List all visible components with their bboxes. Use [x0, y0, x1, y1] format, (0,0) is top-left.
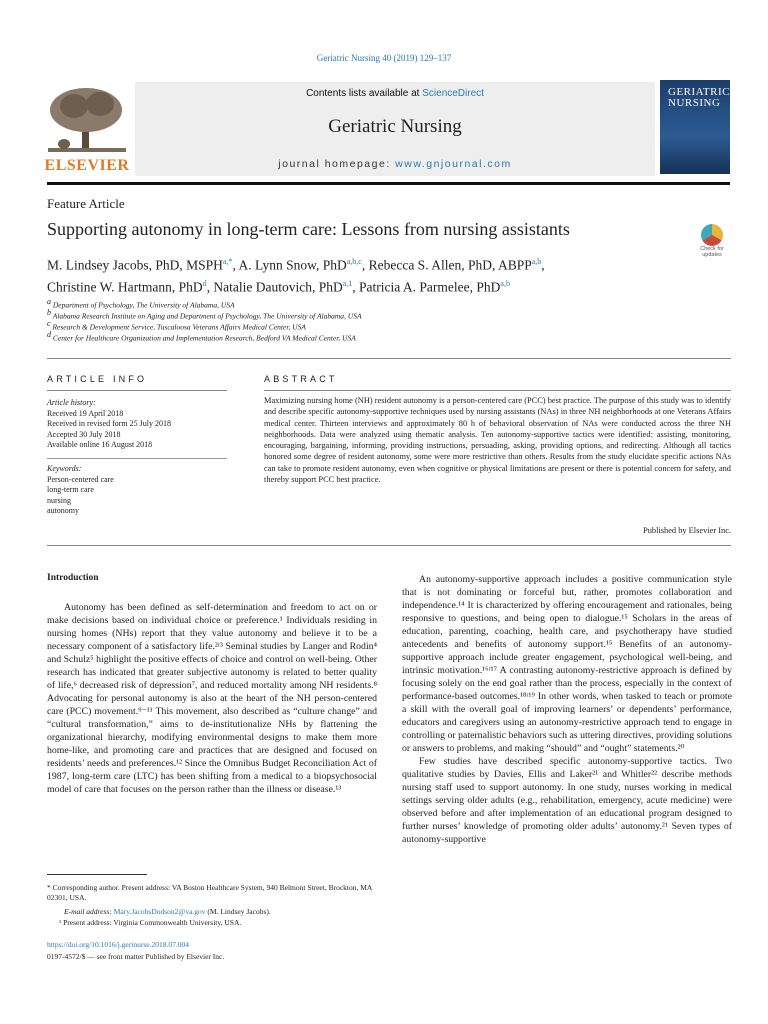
aff-sup: b [47, 308, 51, 317]
publisher-note: Published by Elsevier Inc. [643, 526, 731, 535]
footnote-email [47, 907, 377, 917]
cover-title-2: NURSING [668, 97, 721, 109]
author-3-sup[interactable]: a,b [531, 257, 542, 266]
history-item: Available online 16 August 2018 [47, 440, 153, 450]
history-item: Received 19 April 2018 [47, 408, 124, 418]
header-divider [47, 182, 730, 185]
section-heading-introduction: Introduction [47, 573, 99, 583]
footnote-corresponding: * Corresponding author. Present address: VA Boston Healthcare System, 940 Belmont Street, Brockton, MA 02301, USA. [47, 883, 372, 902]
cover-title-1: GERIATRIC [668, 86, 730, 98]
aff-text: Research & Development Service, Tuscaloosa Veterans Affairs Medical Center, USA [52, 322, 306, 332]
contents-prefix: Contents lists available at [306, 88, 423, 99]
article-info-heading: ARTICLE INFO [47, 374, 148, 384]
paragraph: Few studies have described specific autonomy-supportive tactics. Two qualitative studies by Davies, Ellis and Laker²¹ and Whitler²² describe methods nursing staff used to support autonomy. In one study, nurses working in medical settings serving older adults (e.g., rehabilitation, emergency, acute medicine) were observed before and after implementation of an educational program designed to further nurses’ knowledge of promoting older adults’ autonomy.²¹ Seven types of autonomy-supportive [402, 756, 732, 845]
history-item: Accepted 30 July 2018 [47, 429, 121, 439]
body-column-left [47, 601, 377, 796]
author-1: M. Lindsey Jacobs, PhD, MSPH [47, 257, 223, 273]
email-name: (M. Lindsey Jacobs). [205, 907, 271, 916]
abstract-heading: ABSTRACT [264, 374, 338, 384]
author-4: Christine W. Hartmann, PhD [47, 279, 203, 294]
author-4-sup[interactable]: d [202, 278, 207, 288]
doi-link[interactable]: https://doi.org/10.1016/j.gerinurse.2018.07.004 [47, 940, 189, 949]
article-title: Supporting autonomy in long-term care: Lessons from nursing assistants [47, 219, 570, 239]
info-sub-divider [47, 458, 227, 459]
keyword: long-term care [47, 485, 94, 495]
author-6-sup[interactable]: a,b [500, 278, 510, 288]
aff-sup: a [47, 297, 51, 306]
abstract-bottom-divider [47, 545, 731, 546]
elsevier-tree-logo [44, 84, 130, 156]
keyword: Person-centered care [47, 474, 114, 484]
author-3: , Rebecca S. Allen, PhD, ABPP [361, 257, 532, 273]
paragraph: An autonomy-supportive approach includes a positive communication style that is not dominating or forceful but, rather, promotes collaboration and independence.¹⁴ It is characterized by offering encouragement and rationales, being responsive to questions, and being open to dialogue.¹⁵ Scholars in the areas of education, parenting, coaching, health care, and psychotherapy have studied antecedents and benefits of autonomy support.¹⁵ Benefits of an autonomy-supportive approach include greater engagement, psychological well-being, and intrinsic motivation.¹⁶ʳ¹⁷ A contrasting autonomy-restrictive approach is defined by focusing solely on the end goal rather than the process, especially in the context of performance-based outcomes.¹⁸ʳ¹⁹ In other words, when tasked to teach or promote a skill with the overall goal of improving learners’ or dependents’ performance, educators and caregivers using an autonomy-restrictive approach tend to engage in controlling or paternalistic behaviors such as uttering directives, providing solutions or answers to problems, and making “should” and “ought” statements.²⁰ [402, 574, 732, 754]
contents-line [135, 88, 655, 99]
journal-name: Geriatric Nursing [328, 116, 462, 137]
aff-text: Alabama Research Institute on Aging and Department of Psychology, The University of Alabama, USA [52, 311, 362, 321]
author-5: , Natalie Dautovich, PhD [206, 279, 343, 294]
info-divider [47, 390, 227, 391]
author-sep: , [541, 257, 545, 273]
footnote-present-address: ¹ Present address: Virginia Commonwealth University, USA. [59, 918, 242, 927]
affiliation [47, 330, 356, 343]
homepage-link[interactable]: www.gnjournal.com [395, 158, 512, 170]
author-1-sup[interactable]: a,* [222, 257, 233, 266]
keywords-label: Keywords: [47, 463, 82, 473]
email-label: E-mail address: [64, 907, 114, 916]
author-5-sup[interactable]: a,1 [342, 278, 353, 288]
history-label: Article history: [47, 398, 96, 407]
aff-sup: c [47, 319, 51, 328]
body-column-right [402, 573, 732, 846]
journal-homepage [135, 158, 655, 170]
homepage-prefix: journal homepage: [278, 158, 396, 170]
crossmark-icon[interactable] [701, 224, 723, 246]
elsevier-logo: ELSEVIER [44, 157, 130, 174]
keyword: autonomy [47, 506, 79, 516]
footnote-divider [47, 874, 147, 875]
author-2-sup[interactable]: a,b,c [346, 257, 362, 266]
journal-reference[interactable]: Geriatric Nursing 40 (2019) 129–137 [316, 53, 452, 63]
crossmark-label[interactable]: Check for updates [700, 246, 724, 258]
aff-text: Department of Psychology, The University of Alabama, USA [52, 300, 235, 310]
paragraph: Autonomy has been defined as self-determination and freedom to act on or make decisions based on individual choice or preference.¹ Individuals residing in nursing homes (NHs) report that they value autonomy and believe it to be a necessary component of a satisfactory life.²ʳ³ Seminal studies by Langer and Rodin⁴ and Schulz⁵ highlight the positive effects of choice and control on well-being. Other research has indicated that greater subjective autonomy is related to better quality of life,⁶ decreased risk of depression⁷, and reduced mortality among NH residents.⁸ Advocating for personal autonomy is also at the heart of the NH person-centered care (PCC) movement.⁹⁻¹¹ This movement, also described as “culture change” and “cultural transformation,” aims to de-institutionalize NHs by flattening the organizational hierarchy, modifying environmental designs to make them more home-like, and promoting care and practices that are designed and focused on residents’ needs and preferences.¹² Since the Omnibus Budget Reconciliation Act of 1987, long-term care (LTC) has been shifting from a medical to a biopsychosocial model of care that focuses on the person rather than the illness or disease.¹³ [47, 602, 377, 795]
keyword: nursing [47, 495, 71, 505]
aff-sup: d [47, 330, 51, 339]
author-6: , Patricia A. Parmelee, PhD [352, 279, 501, 294]
author-2: , A. Lynn Snow, PhD [232, 257, 347, 273]
section-divider [47, 358, 731, 359]
article-info [47, 398, 227, 517]
email-link[interactable]: Mary.JacobsDodson2@va.gov [113, 907, 206, 916]
issn-line: 0197-4572/$ — see front matter Published by Elsevier Inc. [47, 952, 225, 961]
aff-text: Center for Healthcare Organization and Implementation Research, Bedford VA Medical Center, USA [52, 333, 356, 343]
author-list [47, 253, 687, 296]
abstract-divider [264, 390, 731, 391]
article-type: Feature Article [47, 196, 125, 211]
sciencedirect-link[interactable]: ScienceDirect [422, 88, 484, 99]
history-item: Received in revised form 25 July 2018 [47, 419, 171, 429]
abstract-text: Maximizing nursing home (NH) resident autonomy is a person-centered care (PCC) best practice. The purpose of this study was to identify and describe specific autonomy-supportive techniques used by nursing assistants (NAs) in three NH neighborhoods at one Veterans Affairs medical center. Thirteen interviews and approximately 80 h of behavioral observation of NAs were conducted across the three NH neighborhoods. Data were analyzed using thematic analysis. Ten autonomy-supportive tactics were identified: assisting, monitoring, encouraging, bargaining, informing, providing instructions, persuading, asking, providing options, and redirecting. Although all tactics honored some degree of resident autonomy, some were more restrictive than others. Results from the study elucidate specific actions NAs can take to promote resident autonomy, even when cognitive or physical limitations are present or there is potential concern for safety, and thereby support PCC best practice. [264, 396, 731, 485]
